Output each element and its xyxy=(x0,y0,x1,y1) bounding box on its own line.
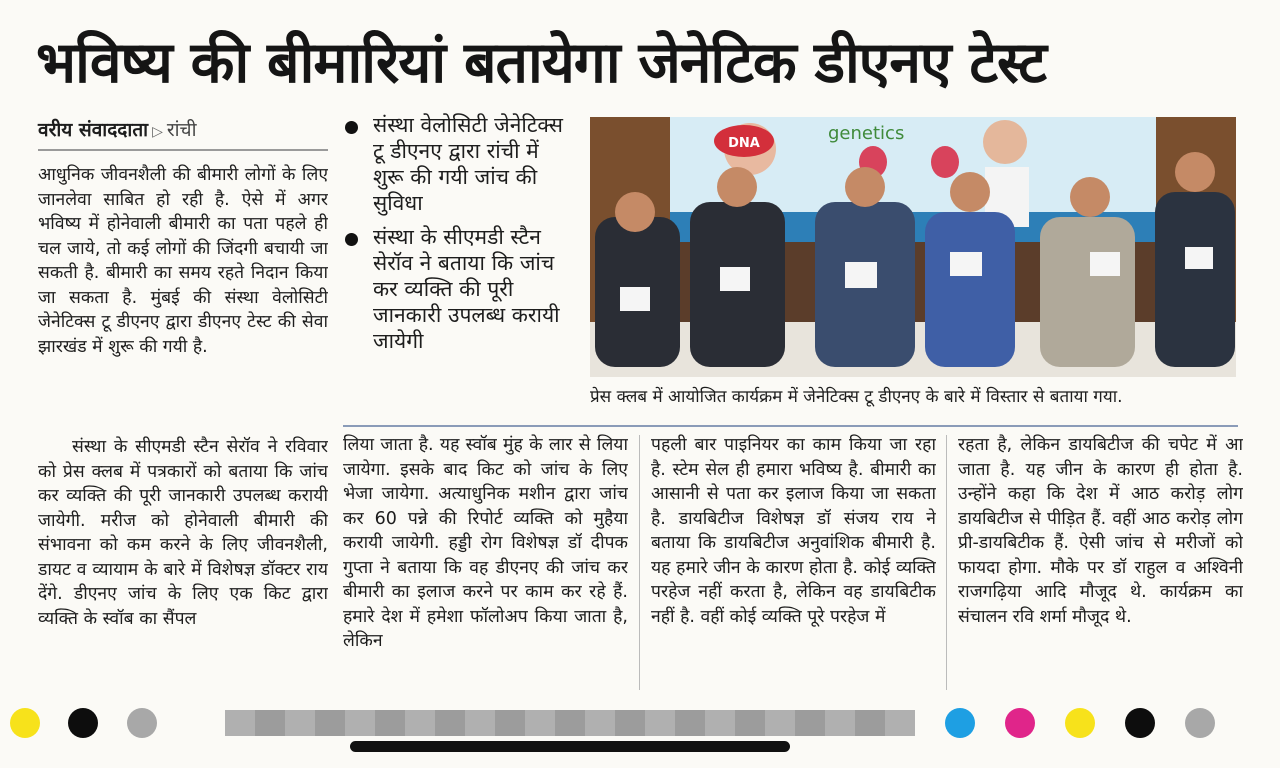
column-divider xyxy=(639,435,640,690)
byline-rule xyxy=(38,149,328,151)
banner-brand-text: genetics xyxy=(828,123,905,144)
bullet-item xyxy=(343,224,575,354)
registration-mark-magenta xyxy=(1005,708,1035,738)
byline-place: रांची xyxy=(166,119,197,141)
bullet-dot-icon xyxy=(345,121,358,134)
news-photo xyxy=(590,117,1236,377)
registration-mark-gray xyxy=(1185,708,1215,738)
gray-scale-band xyxy=(225,710,915,736)
bullet-text: संस्था के सीएमडी स्टैन सेरॉव ने बताया कि जांच कर व्यक्ति की पूरी जानकारी उपलब्ध करायी जायेगी xyxy=(373,225,560,353)
body-column-2: लिया जाता है. यह स्वॉब मुंह के लार से लिया जायेगा. इसके बाद किट को जांच के लिए भेजा जायेगा. अत्याधुनिक मशीन द्वारा जांच कर 60 पन्ने की रिपोर्ट व्यक्ति को मुहैया करायी जायेगी. हड्डी रोग विशेषज्ञ डॉ दीपक गुप्ता ने बताया कि वह डीएनए की जांच कर बीमारी का इलाज करने पर काम कर रहे हैं. हमारे देश में हमेशा फॉलोअप किया जाता है, लेकिन xyxy=(343,435,628,651)
paragraph: संस्था के सीएमडी स्टैन सेरॉव ने रविवार को प्रेस क्लब में पत्रकारों को बताया कि जांच कर व्यक्ति की पूरी जानकारी उपलब्ध करायी जायेगी. मरीज को होनेवाली बीमारी की संभावना को कम करने के लिए जीवनशैली, डायट व व्यायाम के बारे में विशेषज्ञ डॉक्टर राय देंगे. डीएनए जांच के लिए एक किट द्वारा व्यक्ति के स्वॉब का सैंपल xyxy=(38,437,328,629)
photo-caption: प्रेस क्लब में आयोजित कार्यक्रम में जेनेटिक्स टू डीएनए के बारे में विस्तार से बताया गया. xyxy=(590,387,1123,407)
registration-mark-yellow xyxy=(10,708,40,738)
highlight-bullets xyxy=(343,112,575,362)
registration-mark-cyan xyxy=(945,708,975,738)
banner-dna-text: DNA xyxy=(728,136,760,151)
byline-author: वरीय संवाददाता xyxy=(38,119,149,141)
paragraph: आधुनिक जीवनशैली की बीमारी लोगों के लिए जानलेवा साबित हो रही है. ऐसे में अगर भविष्य में होनेवाली बीमारी का पता पहले ही चल जाये, तो कई लोगों की जिंदगी बचायी जा सकती है. बीमारी का समय रहते निदान किया जा सकता है. मुंबई की संस्था वेलोसिटी जेनेटिक्स टू डीएनए द्वारा डीएनए टेस्ट की सेवा झारखंड में शुरू की गयी है. xyxy=(38,165,328,357)
registration-mark-gray xyxy=(127,708,157,738)
registration-mark-black xyxy=(68,708,98,738)
registration-mark-yellow xyxy=(1065,708,1095,738)
triangle-icon: ▷ xyxy=(152,124,163,140)
bullet-dot-icon xyxy=(345,233,358,246)
body-column-3: पहली बार पाइनियर का काम किया जा रहा है. स्टेम सेल ही हमारा भविष्य है. बीमारी का आसानी से पता कर इलाज किया जा सकता है. डायबिटीज विशेषज्ञ डॉ संजय राय ने बताया कि डायबिटीज अनुवांशिक बीमारी है. यह हमारे जीन के कारण होता है. कोई व्यक्ति परहेज नहीं करता है, लेकिन वह डायबिटीक नहीं है. वहीं कोई व्यक्ति पूरे परहेज में xyxy=(651,435,936,627)
bullet-item xyxy=(343,112,575,216)
column-divider xyxy=(946,435,947,690)
body-column-4: रहता है, लेकिन डायबिटीज की चपेट में आ जाता है. यह जीन के कारण ही होता है. उन्होंने कहा कि देश में आठ करोड़ लोग डायबिटीज से पीड़ित हैं. वहीं आठ करोड़ लोग प्री-डायबिटीक हैं. ऐसी जांच से मरीजों को फायदा होगा. मौके पर डॉ राहुल व अश्विनी राजगढ़िया आदि मौजूद थे. कार्यक्रम का संचालन रवि शर्मा मौजूद थे. xyxy=(958,435,1243,627)
scroll-indicator[interactable] xyxy=(350,741,790,752)
body-column-1-bottom xyxy=(38,435,328,695)
photo-illustration xyxy=(590,117,1236,377)
registration-mark-black xyxy=(1125,708,1155,738)
bullet-text: संस्था वेलोसिटी जेनेटिक्स टू डीएनए द्वारा रांची में शुरू की गयी जांच की सुविधा xyxy=(373,113,563,215)
section-rule xyxy=(343,425,1238,427)
byline xyxy=(38,116,197,146)
body-column-1-top xyxy=(38,163,328,433)
headline: भविष्य की बीमारियां बतायेगा जेनेटिक डीएनए टेस्ट xyxy=(36,30,1046,96)
